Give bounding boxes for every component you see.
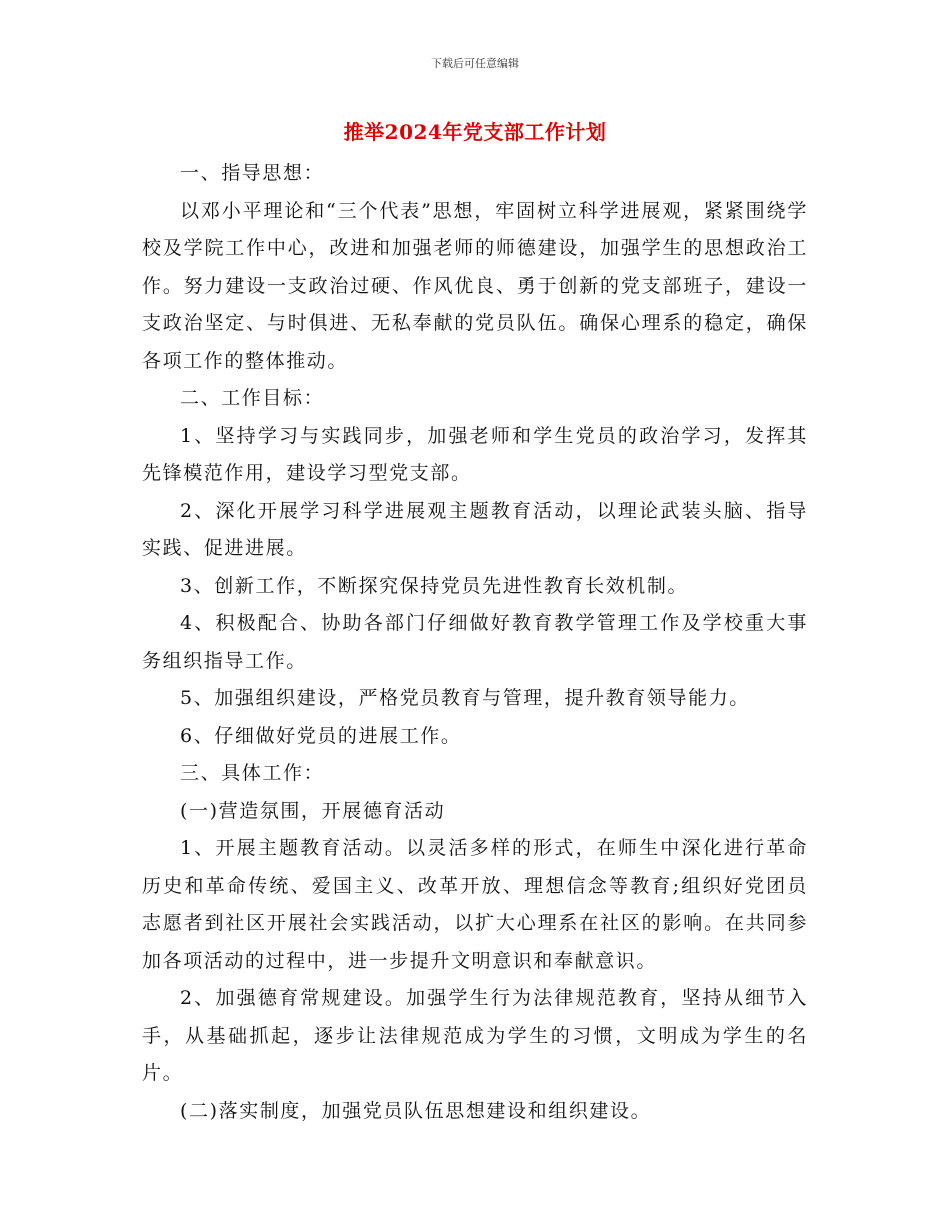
paragraph-guiding-ideology: 以邓小平理论和“三个代表”思想，牢固树立科学进展观，紧紧围绕学校及学院工作中心，改进和加强老师的师德建设，加强学生的思想政治工作。努力建设一支政治过硬、作风优良、勇于创新的党支部班子，建设一支政治坚定、与时俱进、无私奉献的党员队伍。确保心理系的稳定，确保各项工作的整体推动。: [142, 199, 808, 372]
section-heading-guiding-ideology: 一、指导思想：: [180, 162, 325, 184]
section-heading-specific-work: 三、具体工作：: [180, 762, 325, 784]
goal-item-6: 6、仔细做好党员的进展工作。: [180, 724, 462, 747]
subsection-heading-1: (一)营造氛围，开展德育活动: [180, 799, 446, 822]
subsection-heading-2: (二)落实制度，加强党员队伍思想建设和组织建设。: [180, 1099, 652, 1122]
goal-item-1: 1、坚持学习与实践同步，加强老师和学生党员的政治学习，发挥其先锋模范作用，建设学习型党支部。: [142, 424, 808, 484]
document-title: 推举2024年党支部工作计划: [343, 120, 607, 144]
work-item-1: 1、开展主题教育活动。以灵活多样的形式，在师生中深化进行革命历史和革命传统、爱国主义、改革开放、理想信念等教育;组织好党团员志愿者到社区开展社会实践活动，以扩大心理系在社区的影响。在共同参加各项活动的过程中，进一步提升文明意识和奉献意识。: [142, 837, 808, 972]
goal-item-2: 2、深化开展学习科学进展观主题教育活动，以理论武装头脑、指导实践、促进进展。: [142, 499, 808, 559]
document-body: [142, 155, 808, 1130]
goal-item-5: 5、加强组织建设，严格党员教育与管理，提升教育领导能力。: [180, 687, 750, 709]
section-heading-work-goals: 二、工作目标：: [180, 387, 325, 409]
goal-item-4: 4、积极配合、协助各部门仔细做好教育教学管理工作及学校重大事务组织指导工作。: [142, 612, 808, 672]
goal-item-3: 3、创新工作，不断探究保持党员先进性教育长效机制。: [180, 574, 689, 597]
header-note: 下载后可任意编辑: [431, 57, 519, 70]
work-item-2: 2、加强德育常规建设。加强学生行为法律规范教育，坚持从细节入手，从基础抓起，逐步让法律规范成为学生的习惯，文明成为学生的名片。: [142, 987, 808, 1084]
